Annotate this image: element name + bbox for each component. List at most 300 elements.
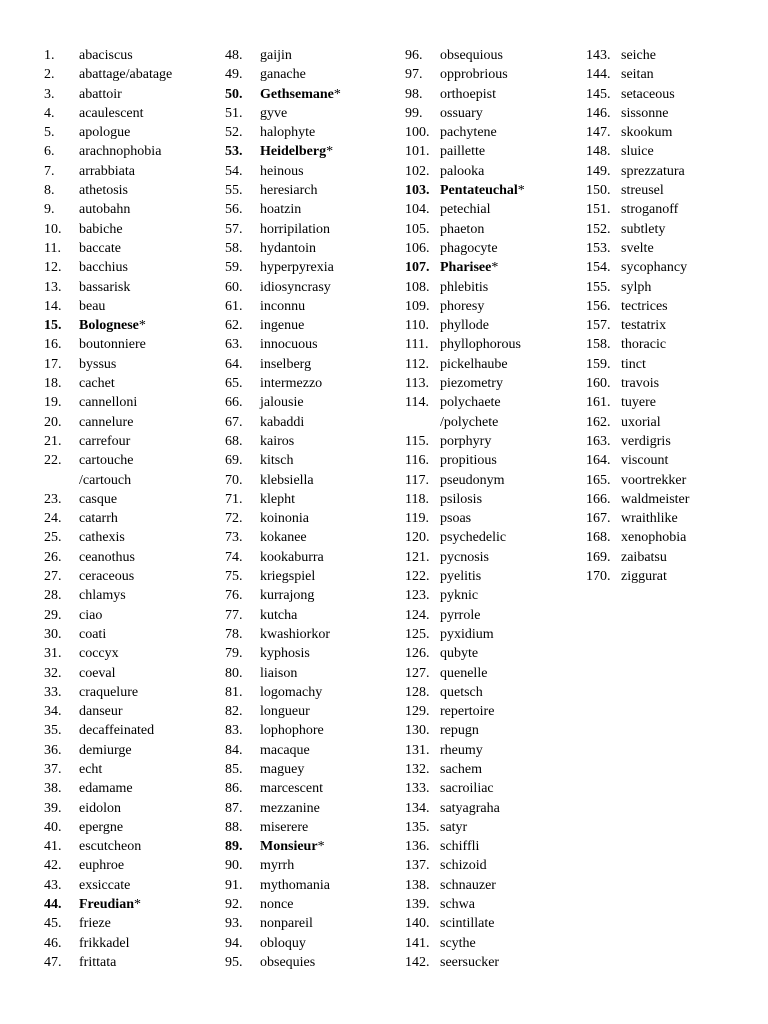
item-word-cell	[440, 741, 483, 760]
list-item	[225, 721, 324, 740]
item-number: 128.	[405, 684, 430, 700]
list-item	[44, 297, 106, 316]
item-word: baccate	[79, 240, 121, 256]
item-word: bassarisk	[79, 279, 131, 295]
asterisk-marker: *	[333, 86, 341, 102]
item-word-cell	[260, 162, 304, 181]
item-number: 11.	[44, 240, 61, 256]
item-word: pseudonym	[440, 472, 505, 488]
item-word-cell	[621, 393, 656, 412]
item-word-cell	[440, 335, 521, 354]
item-word: heinous	[260, 163, 304, 179]
item-word-cell	[440, 85, 496, 104]
item-word-cell	[260, 548, 324, 567]
item-number: 76.	[225, 588, 243, 604]
item-word-cell	[79, 586, 126, 605]
item-word-cell	[79, 856, 124, 875]
list-item	[225, 664, 298, 683]
item-number: 71.	[225, 491, 243, 507]
item-word-cell	[440, 721, 479, 740]
list-item	[225, 779, 323, 798]
item-number: 30.	[44, 626, 62, 642]
item-word-cell	[79, 779, 133, 798]
item-word: cannelure	[79, 414, 134, 430]
item-number: 140.	[405, 916, 430, 932]
item-word-cell	[260, 239, 316, 258]
item-number: 43.	[44, 877, 62, 893]
list-item	[405, 606, 481, 625]
item-number: 118.	[405, 491, 429, 507]
item-word-cell	[440, 644, 478, 663]
list-item	[44, 606, 103, 625]
item-word: edamame	[79, 781, 133, 797]
list-item	[44, 471, 132, 490]
list-item	[225, 413, 305, 432]
item-number: 135.	[405, 819, 430, 835]
item-word-cell	[260, 664, 297, 683]
item-number: 74.	[225, 549, 243, 565]
item-word: tinct	[621, 356, 646, 372]
item-word-cell	[79, 142, 161, 161]
item-word: tectrices	[621, 298, 668, 314]
item-word: craquelure	[79, 684, 139, 700]
item-word-cell	[440, 664, 487, 683]
item-word: klebsiella	[260, 472, 314, 488]
item-number: 121.	[405, 549, 430, 565]
list-item	[405, 528, 507, 547]
list-item	[405, 316, 489, 335]
list-item	[586, 509, 678, 528]
item-number: 149.	[586, 163, 611, 179]
item-word: porphyry	[440, 433, 492, 449]
item-word-cell	[621, 278, 651, 297]
item-word-cell	[79, 451, 133, 470]
item-word: koinonia	[260, 511, 309, 527]
item-word: chlamys	[79, 588, 126, 604]
item-word-cell	[260, 432, 294, 451]
list-item	[225, 46, 292, 65]
list-item	[44, 509, 118, 528]
list-item	[225, 490, 295, 509]
list-item	[405, 625, 494, 644]
item-word-cell	[621, 374, 659, 393]
list-item	[44, 432, 131, 451]
item-word: sissonne	[621, 105, 669, 121]
item-number: 96.	[405, 48, 423, 63]
item-word: demiurge	[79, 742, 132, 758]
item-word: hyperpyrexia	[260, 260, 334, 276]
item-number: 144.	[586, 67, 611, 83]
item-word-cell	[260, 471, 314, 490]
asterisk-marker: *	[491, 260, 499, 276]
item-number: 46.	[44, 935, 62, 951]
item-number: 82.	[225, 704, 243, 720]
list-item	[405, 355, 508, 374]
item-number: 142.	[405, 954, 430, 970]
item-word: orthoepist	[440, 86, 496, 102]
item-number: 170.	[586, 569, 611, 585]
item-word-cell	[440, 509, 471, 528]
item-word-cell	[440, 46, 503, 65]
item-word: polychaete	[440, 395, 501, 411]
item-number: 127.	[405, 665, 430, 681]
list-item	[225, 374, 323, 393]
item-number: 138.	[405, 877, 430, 893]
list-item	[405, 123, 497, 142]
item-word-cell	[260, 934, 306, 953]
item-word: myrrh	[260, 858, 295, 874]
item-word: miserere	[260, 819, 309, 835]
list-item	[586, 355, 646, 374]
list-item	[44, 779, 133, 798]
item-word: apologue	[79, 125, 131, 141]
item-word-cell	[621, 123, 672, 142]
item-word: uxorial	[621, 414, 661, 430]
item-number: 124.	[405, 607, 430, 623]
item-word-cell	[440, 258, 498, 277]
item-number: 125.	[405, 626, 430, 642]
item-word: catarrh	[79, 511, 118, 527]
item-number: 29.	[44, 607, 62, 623]
item-number: 119.	[405, 511, 429, 527]
list-item	[44, 393, 138, 412]
item-number: 113.	[405, 376, 429, 392]
item-word: quetsch	[440, 684, 483, 700]
list-item	[225, 567, 316, 586]
item-number: 3.	[44, 86, 55, 102]
list-item	[586, 220, 666, 239]
list-item	[225, 335, 318, 354]
word-column-2	[225, 46, 341, 972]
item-word-cell	[621, 104, 668, 123]
item-number: 101.	[405, 144, 430, 160]
list-item	[225, 625, 330, 644]
item-number: 24.	[44, 511, 62, 527]
item-word: thoracic	[621, 337, 667, 353]
item-number: 167.	[586, 511, 611, 527]
list-item	[225, 65, 306, 84]
item-number: 104.	[405, 202, 430, 218]
list-item	[225, 220, 330, 239]
list-item	[405, 451, 497, 470]
item-word: echt	[79, 761, 103, 777]
item-word-cell	[621, 413, 661, 432]
item-number: 78.	[225, 626, 243, 642]
item-number: 80.	[225, 665, 243, 681]
item-word: rheumy	[440, 742, 483, 758]
item-number: 72.	[225, 511, 243, 527]
item-word: abaciscus	[79, 48, 133, 63]
item-number: 68.	[225, 433, 243, 449]
item-word-cell	[79, 818, 123, 837]
item-word-cell	[260, 316, 304, 335]
item-word-cell	[260, 335, 318, 354]
item-word: scythe	[440, 935, 476, 951]
item-word-cell	[440, 779, 494, 798]
item-word: gyve	[260, 105, 288, 121]
item-word-cell	[621, 297, 668, 316]
item-number: 49.	[225, 67, 243, 83]
list-item	[44, 374, 115, 393]
list-item	[225, 818, 309, 837]
item-word: pyelitis	[440, 569, 482, 585]
list-item	[225, 586, 315, 605]
item-number: 36.	[44, 742, 62, 758]
item-number: 81.	[225, 684, 243, 700]
item-number: 16.	[44, 337, 62, 353]
item-word: boutonniere	[79, 337, 146, 353]
list-item	[225, 432, 295, 451]
list-item	[405, 567, 482, 586]
item-number: 55.	[225, 183, 243, 199]
item-number: 9.	[44, 202, 55, 218]
list-item	[44, 702, 123, 721]
item-word-cell	[79, 528, 125, 547]
item-word: inselberg	[260, 356, 312, 372]
item-word-cell	[79, 548, 135, 567]
item-number: 110.	[405, 318, 429, 334]
item-number: 134.	[405, 800, 430, 816]
item-number: 13.	[44, 279, 62, 295]
list-item	[225, 953, 316, 972]
list-item	[405, 374, 503, 393]
item-word-cell	[621, 548, 667, 567]
list-item	[225, 934, 306, 953]
item-word-cell	[440, 374, 503, 393]
list-item	[586, 548, 667, 567]
item-word: escutcheon	[79, 839, 142, 855]
item-word-cell	[621, 200, 678, 219]
item-word-cell	[79, 953, 116, 972]
item-word: verdigris	[621, 433, 671, 449]
list-item	[44, 142, 162, 161]
item-word-cell	[79, 567, 134, 586]
item-word: repugn	[440, 723, 479, 739]
list-item	[586, 297, 668, 316]
item-word: epergne	[79, 819, 124, 835]
item-word-cell	[621, 528, 686, 547]
item-word-cell	[260, 644, 310, 663]
item-word-cell	[440, 278, 488, 297]
list-item	[405, 876, 496, 895]
list-item	[44, 856, 125, 875]
item-number: 58.	[225, 240, 243, 256]
item-word-cell	[440, 702, 494, 721]
item-number: 136.	[405, 839, 430, 855]
item-word: schiffli	[440, 839, 480, 855]
item-word: repertoire	[440, 704, 495, 720]
item-word: cathexis	[79, 530, 125, 546]
item-word-cell	[440, 142, 485, 161]
list-item	[44, 914, 111, 933]
item-word-cell	[79, 65, 172, 84]
item-word: idiosyncrasy	[260, 279, 331, 295]
item-number: 122.	[405, 569, 430, 585]
item-word: arachnophobia	[79, 144, 162, 160]
item-number: 150.	[586, 183, 611, 199]
item-number: 10.	[44, 221, 62, 237]
word-column-3	[405, 46, 525, 972]
item-word-cell	[440, 914, 494, 933]
item-number: 45.	[44, 916, 62, 932]
list-item	[225, 162, 304, 181]
item-word: stroganoff	[621, 202, 679, 218]
item-number: 148.	[586, 144, 611, 160]
item-number: 117.	[405, 472, 429, 488]
list-item	[44, 413, 134, 432]
item-word: paillette	[440, 144, 486, 160]
item-number: 4.	[44, 105, 55, 121]
item-word-cell	[79, 702, 123, 721]
list-item	[405, 142, 486, 161]
item-word: kyphosis	[260, 646, 310, 662]
item-number: 56.	[225, 202, 243, 218]
item-number: 42.	[44, 858, 62, 874]
item-word: euphroe	[79, 858, 125, 874]
list-item	[44, 335, 146, 354]
item-word: macaque	[260, 742, 310, 758]
item-word: frittata	[79, 954, 117, 970]
item-word-cell	[79, 895, 141, 914]
item-word-cell	[260, 837, 325, 856]
item-number: 98.	[405, 86, 423, 102]
item-word-cell	[260, 625, 330, 644]
item-word-cell	[79, 432, 130, 451]
item-word: quenelle	[440, 665, 488, 681]
item-word: pachytene	[440, 125, 497, 141]
item-word: frikkadel	[79, 935, 130, 951]
item-word: innocuous	[260, 337, 318, 353]
item-word: acaulescent	[79, 105, 144, 121]
item-number: 69.	[225, 453, 243, 469]
item-word: skookum	[621, 125, 673, 141]
item-word-cell	[440, 799, 500, 818]
item-word-cell	[440, 413, 498, 432]
item-word-cell	[79, 490, 117, 509]
item-number: 83.	[225, 723, 243, 739]
item-word-cell	[79, 335, 146, 354]
item-number: 89.	[225, 839, 243, 855]
list-item	[225, 104, 288, 123]
list-item	[44, 664, 116, 683]
item-word-cell	[260, 200, 301, 219]
item-word-cell	[79, 374, 115, 393]
item-number: 63.	[225, 337, 243, 353]
item-word-cell	[79, 606, 102, 625]
item-number: 166.	[586, 491, 611, 507]
list-item	[586, 335, 667, 354]
item-word: athetosis	[79, 183, 128, 199]
item-number: 147.	[586, 125, 611, 141]
item-word: exsiccate	[79, 877, 131, 893]
list-item	[586, 162, 685, 181]
item-number: 158.	[586, 337, 611, 353]
item-word: kitsch	[260, 453, 294, 469]
item-number: 154.	[586, 260, 611, 276]
list-item	[586, 65, 654, 84]
list-item	[225, 876, 330, 895]
item-word: satyr	[440, 819, 468, 835]
item-word-cell	[621, 471, 686, 490]
item-word: autobahn	[79, 202, 131, 218]
item-word: psychedelic	[440, 530, 507, 546]
item-word-cell	[79, 914, 111, 933]
list-item	[44, 799, 121, 818]
list-item	[225, 741, 310, 760]
item-number: 165.	[586, 472, 611, 488]
list-item	[586, 46, 656, 65]
list-item	[225, 606, 298, 625]
item-word-cell	[260, 123, 315, 142]
item-word: phoresy	[440, 298, 485, 314]
item-word-cell	[440, 65, 508, 84]
word-column-4	[586, 46, 690, 586]
item-number: 8.	[44, 183, 55, 199]
list-item	[44, 65, 173, 84]
list-item	[44, 586, 126, 605]
item-word: hydantoin	[260, 240, 316, 256]
list-item	[586, 432, 671, 451]
list-item	[586, 374, 660, 393]
item-number: 151.	[586, 202, 611, 218]
item-word: svelte	[621, 240, 654, 256]
list-item	[586, 490, 690, 509]
item-word-cell	[79, 471, 131, 490]
item-word: pycnosis	[440, 549, 489, 565]
list-item	[225, 895, 294, 914]
item-word: Freudian	[79, 897, 134, 913]
list-item	[405, 741, 483, 760]
item-word: Monsieur	[260, 839, 318, 855]
item-word: phagocyte	[440, 240, 498, 256]
list-item	[44, 741, 132, 760]
item-word: eidolon	[79, 800, 121, 816]
item-word-cell	[79, 85, 122, 104]
item-word: ceanothus	[79, 549, 135, 565]
item-word-cell	[621, 258, 687, 277]
list-item	[225, 393, 304, 412]
item-word-cell	[440, 625, 494, 644]
item-number: 139.	[405, 897, 430, 913]
item-word: ziggurat	[621, 569, 667, 585]
item-number: 39.	[44, 800, 62, 816]
item-number: 25.	[44, 530, 62, 546]
item-word-cell	[260, 914, 313, 933]
list-item	[225, 471, 314, 490]
list-item	[405, 914, 495, 933]
item-number: 129.	[405, 704, 430, 720]
item-word: gaijin	[260, 48, 292, 63]
item-number: 31.	[44, 646, 62, 662]
item-number: 33.	[44, 684, 62, 700]
list-item	[405, 413, 499, 432]
list-item	[405, 683, 483, 702]
item-word: cartouche	[79, 453, 134, 469]
list-item	[225, 123, 316, 142]
item-word: maguey	[260, 761, 305, 777]
item-word-cell	[440, 451, 497, 470]
list-item	[44, 567, 135, 586]
item-word-cell	[621, 46, 656, 65]
list-item	[44, 258, 128, 277]
list-item	[225, 142, 334, 161]
item-number: 160.	[586, 376, 611, 392]
item-word: danseur	[79, 704, 123, 720]
item-word: intermezzo	[260, 376, 323, 392]
list-item	[586, 393, 656, 412]
list-item	[405, 934, 476, 953]
item-number: 99.	[405, 105, 423, 121]
